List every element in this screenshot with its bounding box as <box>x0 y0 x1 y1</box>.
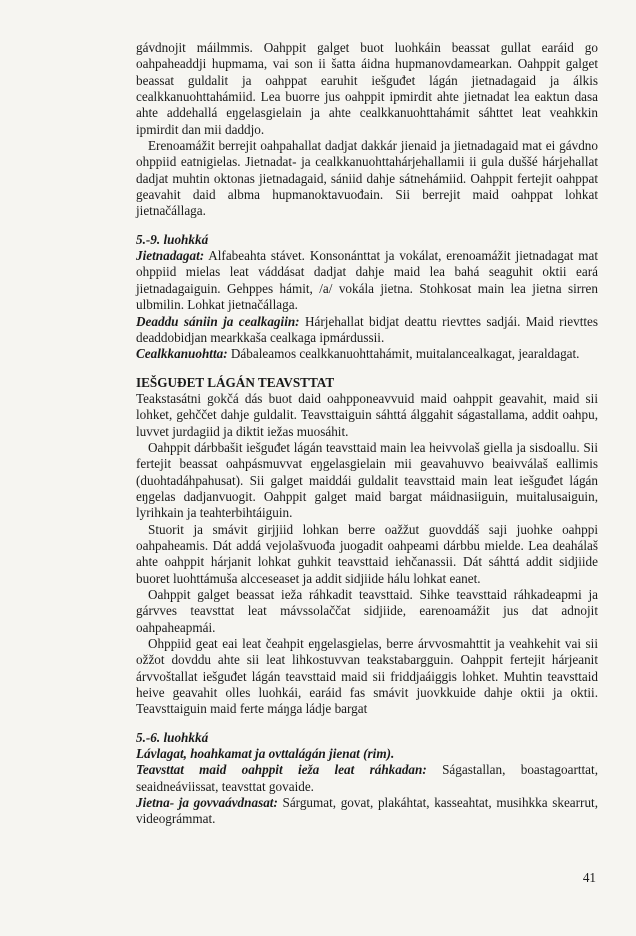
section-subheading: Lávlagat, hoahkamat ja ovttalágán jienat (rim). <box>136 746 395 762</box>
document-page <box>136 40 598 828</box>
entry-label: Jietna- ja govvaávdnasat: <box>136 795 278 811</box>
page-number: 41 <box>582 870 596 885</box>
entry-label: Deaddu sániin ja cealkagiin: <box>136 313 300 329</box>
entry-text: Ságastallan, boastagoarttat, seaidneáviissat, teavsttat govaide. <box>136 762 598 794</box>
entry-cealkkanuohtta <box>136 346 598 362</box>
body-paragraph: Oahppit galget beassat ieža ráhkadit teavsttaid. Sihke teavsttaid ráhkadeapmi ja gárvves teavsttat leat mávssolaččat sidjiide, earenoamážit jus dat adnojit oahpaheapmái. <box>136 587 598 635</box>
body-paragraph: Erenoamážit berrejit oahpahallat dadjat dakkár jienaid ja jietnadagaid mat ei gávdno ohppiid eatnigielas. Jietnadat- ja cealkkanuohttahárjehallamii ii gula duššé hárjehallat dadjat muhtin oktonas jietnadagaid, sániid dahje sátnehámiid. Oahppit fertejit oahppat geavahit daid albma hupmanoktavuođain. Sii berrejit maid oahppat lohkat jietnačállaga. <box>136 138 598 219</box>
section-heading-5-6: 5.-6. luohkká <box>136 729 209 745</box>
body-paragraph: Stuorit ja smávit girjjiid lohkan berre oažžut guovddáš saji juohke oahppi oahpaheamis. Dát addá vejolašvuođa juogadit oahpeami dárbbu mielde. Lea deahálaš ahte oahppit hárjanit lohkat guhkit teavsttaid iehčanassii. Dát sáhttá addit sidjiide buoret luohttámuša alcceseaset ja addit sidjiide hálu lohkat eanet. <box>136 521 598 586</box>
entry-label: Jietnadagat: <box>136 248 205 264</box>
section-heading-5-9: 5.-9. luohkká <box>136 231 209 247</box>
body-paragraph: Teakstasátni gokčá dás buot daid oahpponeavvuid maid oahppit geavahit, maid sii lohket, gehččet dahje guldalit. Teavsttaiguin sáhttá álggahit ságastallama, addit oahpu, luvvet jurdagiid ja diktit iežas muosáhit. <box>136 390 598 439</box>
entry-deaddu <box>136 314 598 347</box>
body-paragraph: Oahppit dárbbašit iešguđet lágán teavsttaid main lea heivvolaš giella ja sisdoallu. Sii fertejit beassat oahpásmuvvat eŋgelasgielain mii geavahuvvo beaivválaš eallimis (duohtadáhpahusat). Sii galget maiddái guldalit teavsttaid main leat iešguđet lágán eŋgelas dadjanvuogit. Oahppit galget maid bargat máidnasiiguin, muitalusaiguin, lyrihkain ja teahterbihtáiguin. <box>136 439 598 521</box>
entry-jietnadagat <box>136 248 598 313</box>
entry-text: Hárjehallat bidjat deattu rievttes sadjái. Maid rievttes deaddobidjan mearkkaša cealkaga ipmárdussii. <box>136 313 599 345</box>
body-paragraph: gávdnojit máilmmis. Oahppit galget buot luohkáin beassat gullat earáid go oahpaheaddji hupmama, vai son ii šatta áidna hupmanovdamearkan. Oahppit galget beassat guldalit ja oahppat earuhit iešguđet lágán jietnadagaid ja álkis cealkkanuohttahámiid. Lea buorre jus oahppit ipmirdit ahte jietnadat lea eaktun dasa ahte addehallá eŋgelasgielain ja ahte cealkkanuohttahámit sáhttet leat veahkkin ipmirdit dan mii daddjo. <box>136 40 598 137</box>
entry-label: Teavsttat maid oahppit ieža leat ráhkadan: <box>136 762 427 778</box>
entry-label: Cealkkanuohtta: <box>136 346 228 362</box>
entry-text: Sárgumat, govat, plakáhtat, kasseahtat, musihkka skearrut, videográmmat. <box>136 795 598 827</box>
entry-jietna <box>136 795 598 828</box>
entry-teavsttat <box>136 762 598 795</box>
entry-text: Dábaleamos cealkkanuohttahámit, muitalancealkagat, jearaldagat. <box>227 346 580 362</box>
section-heading-teavsttat: IEŠGUĐET LÁGÁN TEAVSTTAT <box>136 374 335 390</box>
body-paragraph: Ohppiid geat eai leat čeahpit eŋgelasgielas, berre árvvosmahttit ja veahkehit vai sii ožžot dovddu ahte sii leat lihkostuvvan teakstabargguin. Oahppit fertejit hárjeanit árvvoštallat iešguđet lágán teavsttaid maid sii friddjaáiggis lohket. Muhtin teavsttaid heive geavahit olles luohkái, earáid fas smávit juovkkuide dahje oktii ja oktii. Teavsttaiguin maid ferte máŋga ládje bargat <box>136 636 598 717</box>
entry-text: Alfabeahta stávet. Konsonánttat ja vokálat, erenoamážit jietnadagat mat ohppiid mielas leat váddásat dadjat dahje maid lea bahá seaguhit oktii eará jietnadagaiguin. Gehppes hámit, /a/ vokála jietna. Stohkosat main lea jietna sirren ulbmilin. Lohkat jietnačállaga. <box>136 248 598 313</box>
